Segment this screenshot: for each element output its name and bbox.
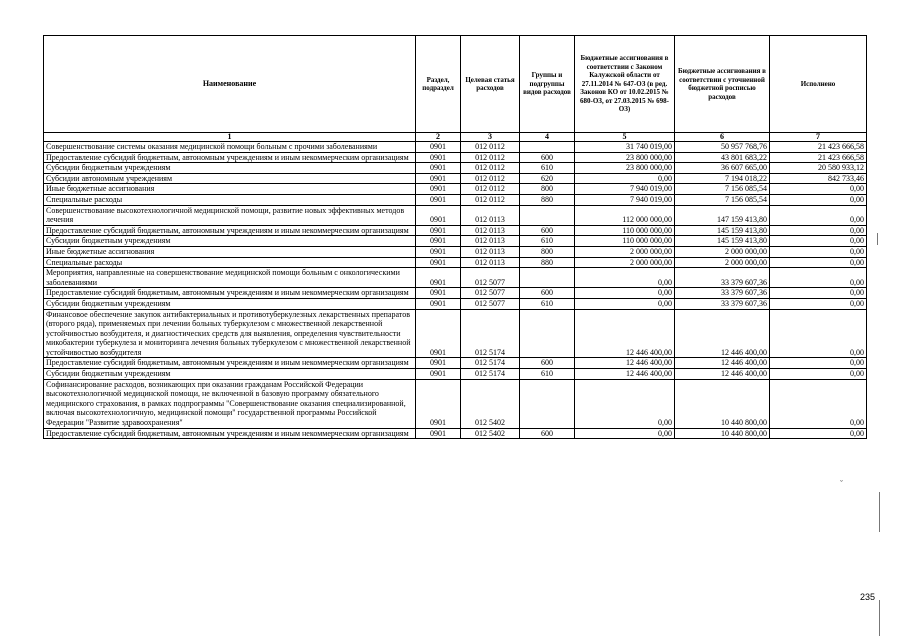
header-name: Наименование (44, 36, 416, 133)
cell-target: 012 5077 (461, 298, 520, 309)
scan-artifact (877, 233, 878, 245)
table-row (44, 225, 867, 236)
cell-refined-amount: 147 159 413,80 (675, 205, 770, 225)
header-executed: Исполнено (770, 36, 867, 133)
cell-group: 610 (520, 163, 575, 174)
cell-section: 0901 (416, 379, 461, 428)
column-number: 6 (675, 133, 770, 142)
budget-table (43, 35, 867, 439)
cell-name: Субсидии бюджетным учреждениям (44, 298, 416, 309)
cell-section: 0901 (416, 268, 461, 288)
cell-executed-amount: 842 733,46 (770, 173, 867, 184)
cell-target: 012 5077 (461, 268, 520, 288)
cell-refined-amount: 7 156 085,54 (675, 194, 770, 205)
cell-group: 600 (520, 152, 575, 163)
cell-group: 610 (520, 369, 575, 380)
cell-name: Субсидии бюджетным учреждениям (44, 369, 416, 380)
cell-group: 800 (520, 184, 575, 195)
cell-refined-amount: 12 446 400,00 (675, 309, 770, 358)
scan-artifact (879, 600, 880, 636)
cell-group (520, 309, 575, 358)
cell-executed-amount: 0,00 (770, 236, 867, 247)
cell-target: 012 5174 (461, 358, 520, 369)
header-refined: Бюджетные ассигнования в соответствии с уточненной бюджетной росписью расходов (675, 36, 770, 133)
cell-law-amount: 0,00 (575, 298, 675, 309)
table-row (44, 205, 867, 225)
cell-section: 0901 (416, 225, 461, 236)
table-row (44, 379, 867, 428)
cell-name: Предоставление субсидий бюджетным, автономным учреждениям и иным некоммерческим организациям (44, 152, 416, 163)
cell-group: 610 (520, 236, 575, 247)
cell-name: Специальные расходы (44, 194, 416, 205)
cell-refined-amount: 7 156 085,54 (675, 184, 770, 195)
cell-refined-amount: 2 000 000,00 (675, 257, 770, 268)
cell-law-amount: 2 000 000,00 (575, 246, 675, 257)
cell-group: 610 (520, 298, 575, 309)
cell-executed-amount: 0,00 (770, 288, 867, 299)
table-row (44, 163, 867, 174)
cell-name: Субсидии бюджетным учреждениям (44, 236, 416, 247)
column-number: 5 (575, 133, 675, 142)
header-section: Раздел, подраздел (416, 36, 461, 133)
cell-group: 600 (520, 358, 575, 369)
cell-name: Софинансирование расходов, возникающих при оказании гражданам Российской Федерации высокотехнологичной медицинской помощи, не включенной в базовую программу обязательного медицинского страхования, в рамках подпрограммы "Совершенствование оказания специализированной, включая высокотехнологичную, медицинской помощи" государственной программы Российской Федерации "Развитие здравоохранения" (44, 379, 416, 428)
table-row (44, 268, 867, 288)
cell-refined-amount: 33 379 607,36 (675, 298, 770, 309)
cell-target: 012 0112 (461, 184, 520, 195)
cell-group (520, 268, 575, 288)
cell-executed-amount: 0,00 (770, 379, 867, 428)
cell-section: 0901 (416, 246, 461, 257)
cell-refined-amount: 12 446 400,00 (675, 358, 770, 369)
table-body (44, 142, 867, 439)
cell-name: Специальные расходы (44, 257, 416, 268)
table-row (44, 298, 867, 309)
cell-refined-amount: 12 446 400,00 (675, 369, 770, 380)
cell-group: 880 (520, 257, 575, 268)
cell-law-amount: 31 740 019,00 (575, 142, 675, 153)
cell-name: Финансовое обеспечение закупок антибактериальных и противотуберкулезных лекарственных препаратов (второго ряда), применяемых при лечении больных туберкулезом с множественной лекарственной устойчивостью возбудителя, и диагностических средств для выявления, определения чувствительности микобактерии туберкулеза и мониторинга лечения больных туберкулезом с множественной лекарственной устойчивостью возбудителя (44, 309, 416, 358)
cell-name: Субсидии бюджетным учреждениям (44, 163, 416, 174)
cell-target: 012 0112 (461, 194, 520, 205)
header-target: Целевая статья расходов (461, 36, 520, 133)
cell-name: Предоставление субсидий бюджетным, автономным учреждениям и иным некоммерческим организациям (44, 358, 416, 369)
cell-section: 0901 (416, 152, 461, 163)
cell-executed-amount: 0,00 (770, 309, 867, 358)
header-groups: Группы и подгруппы видов расходов (520, 36, 575, 133)
cell-section: 0901 (416, 194, 461, 205)
column-number: 1 (44, 133, 416, 142)
table-row (44, 358, 867, 369)
cell-target: 012 0112 (461, 163, 520, 174)
table-row (44, 184, 867, 195)
cell-refined-amount: 145 159 413,80 (675, 236, 770, 247)
cell-law-amount: 112 000 000,00 (575, 205, 675, 225)
cell-group: 600 (520, 225, 575, 236)
cell-law-amount: 23 800 000,00 (575, 152, 675, 163)
cell-refined-amount: 10 440 800,00 (675, 428, 770, 439)
cell-executed-amount: 0,00 (770, 246, 867, 257)
cell-section: 0901 (416, 184, 461, 195)
cell-law-amount: 0,00 (575, 428, 675, 439)
cell-target: 012 0113 (461, 205, 520, 225)
cell-law-amount: 12 446 400,00 (575, 309, 675, 358)
cell-section: 0901 (416, 257, 461, 268)
cell-name: Мероприятия, направленные на совершенствование медицинской помощи больным с онкологическими заболеваниями (44, 268, 416, 288)
cell-refined-amount: 10 440 800,00 (675, 379, 770, 428)
cell-target: 012 0113 (461, 246, 520, 257)
cell-law-amount: 0,00 (575, 379, 675, 428)
cell-target: 012 5077 (461, 288, 520, 299)
page-number: 235 (860, 592, 876, 602)
cell-executed-amount: 0,00 (770, 225, 867, 236)
cell-name: Иные бюджетные ассигнования (44, 184, 416, 195)
cell-name: Предоставление субсидий бюджетным, автономным учреждениям и иным некоммерческим организациям (44, 225, 416, 236)
cell-executed-amount: 0,00 (770, 428, 867, 439)
cell-section: 0901 (416, 358, 461, 369)
cell-refined-amount: 43 801 683,22 (675, 152, 770, 163)
cell-name: Совершенствование системы оказания медицинской помощи больным с прочими заболеваниями (44, 142, 416, 153)
cell-law-amount: 7 940 019,00 (575, 194, 675, 205)
cell-law-amount: 12 446 400,00 (575, 369, 675, 380)
cell-executed-amount: 0,00 (770, 194, 867, 205)
cell-refined-amount: 7 194 018,22 (675, 173, 770, 184)
table-row (44, 142, 867, 153)
cell-target: 012 0112 (461, 173, 520, 184)
table-row (44, 288, 867, 299)
table-row (44, 194, 867, 205)
cell-law-amount: 23 800 000,00 (575, 163, 675, 174)
cell-law-amount: 0,00 (575, 268, 675, 288)
cell-executed-amount: 0,00 (770, 358, 867, 369)
table-row (44, 309, 867, 358)
column-number: 7 (770, 133, 867, 142)
column-number-row (44, 133, 867, 142)
cell-section: 0901 (416, 369, 461, 380)
cell-target: 012 5402 (461, 379, 520, 428)
cell-section: 0901 (416, 428, 461, 439)
scan-artifact (879, 492, 880, 532)
table-row (44, 152, 867, 163)
cell-law-amount: 110 000 000,00 (575, 236, 675, 247)
cell-target: 012 5402 (461, 428, 520, 439)
column-number: 3 (461, 133, 520, 142)
cell-law-amount: 110 000 000,00 (575, 225, 675, 236)
cell-section: 0901 (416, 142, 461, 153)
cell-refined-amount: 2 000 000,00 (675, 246, 770, 257)
cell-section: 0901 (416, 309, 461, 358)
cell-group (520, 205, 575, 225)
cell-executed-amount: 0,00 (770, 257, 867, 268)
cell-refined-amount: 145 159 413,80 (675, 225, 770, 236)
cell-name: Субсидии автономным учреждениям (44, 173, 416, 184)
column-number: 2 (416, 133, 461, 142)
cell-target: 012 5174 (461, 369, 520, 380)
cell-target: 012 0113 (461, 257, 520, 268)
cell-section: 0901 (416, 173, 461, 184)
cell-target: 012 0112 (461, 152, 520, 163)
cell-name: Предоставление субсидий бюджетным, автономным учреждениям и иным некоммерческим организациям (44, 428, 416, 439)
cell-refined-amount: 36 607 665,00 (675, 163, 770, 174)
header-law: Бюджетные ассигнования в соответствии с Законом Калужской области от 27.11.2014 № 647-ОЗ (в ред. Законов КО от 10.02.2015 № 680-ОЗ, от 27.03.2015 № 698-ОЗ) (575, 36, 675, 133)
cell-section: 0901 (416, 163, 461, 174)
table-row (44, 173, 867, 184)
cell-group: 800 (520, 246, 575, 257)
cell-name: Предоставление субсидий бюджетным, автономным учреждениям и иным некоммерческим организациям (44, 288, 416, 299)
cell-section: 0901 (416, 236, 461, 247)
cell-target: 012 5174 (461, 309, 520, 358)
cell-law-amount: 7 940 019,00 (575, 184, 675, 195)
cell-group: 620 (520, 173, 575, 184)
cell-name: Иные бюджетные ассигнования (44, 246, 416, 257)
cell-target: 012 0112 (461, 142, 520, 153)
cell-refined-amount: 33 379 607,36 (675, 288, 770, 299)
table-row (44, 236, 867, 247)
cell-executed-amount: 20 580 933,12 (770, 163, 867, 174)
cell-executed-amount: 0,00 (770, 369, 867, 380)
cell-group (520, 142, 575, 153)
cell-target: 012 0113 (461, 225, 520, 236)
cell-executed-amount: 0,00 (770, 205, 867, 225)
cell-executed-amount: 0,00 (770, 268, 867, 288)
cell-executed-amount: 0,00 (770, 184, 867, 195)
cell-section: 0901 (416, 205, 461, 225)
cell-name: Совершенствование высокотехнологичной медицинской помощи, развитие новых эффективных методов лечения (44, 205, 416, 225)
cell-group: 880 (520, 194, 575, 205)
header-row (44, 36, 867, 133)
cell-executed-amount: 21 423 666,58 (770, 152, 867, 163)
cell-law-amount: 0,00 (575, 288, 675, 299)
cell-executed-amount: 21 423 666,58 (770, 142, 867, 153)
cell-law-amount: 2 000 000,00 (575, 257, 675, 268)
column-number: 4 (520, 133, 575, 142)
cell-group (520, 379, 575, 428)
cell-section: 0901 (416, 298, 461, 309)
table-row (44, 257, 867, 268)
cell-executed-amount: 0,00 (770, 298, 867, 309)
cell-section: 0901 (416, 288, 461, 299)
cell-refined-amount: 50 957 768,76 (675, 142, 770, 153)
table-row (44, 246, 867, 257)
cell-group: 600 (520, 288, 575, 299)
cell-group: 600 (520, 428, 575, 439)
cell-law-amount: 12 446 400,00 (575, 358, 675, 369)
table-row (44, 428, 867, 439)
table-row (44, 369, 867, 380)
cell-target: 012 0113 (461, 236, 520, 247)
cell-refined-amount: 33 379 607,36 (675, 268, 770, 288)
scan-tick-mark: ˇ (840, 479, 843, 489)
cell-law-amount: 0,00 (575, 173, 675, 184)
